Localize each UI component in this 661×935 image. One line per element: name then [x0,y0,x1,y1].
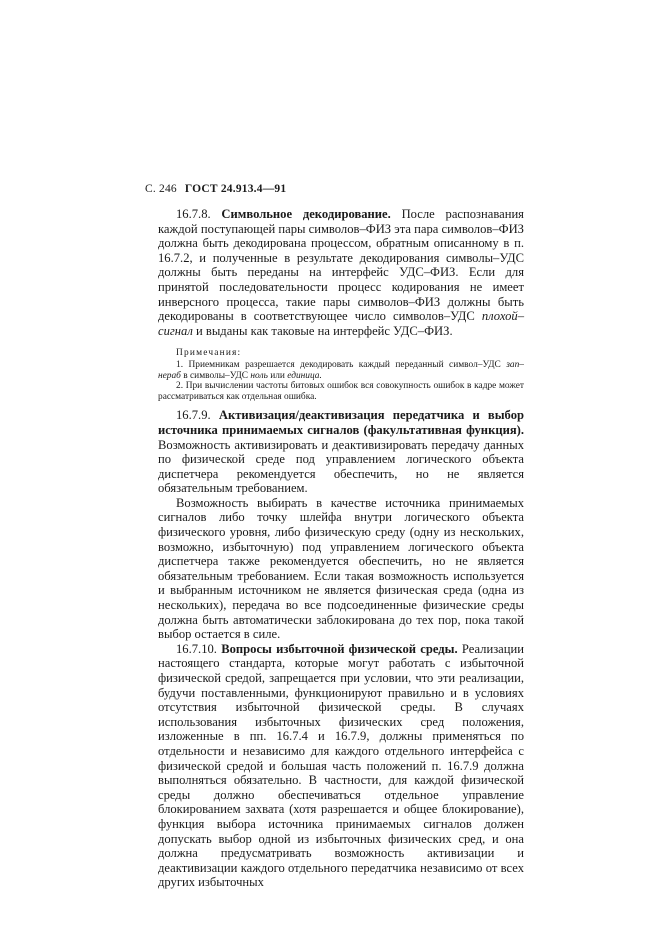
section-text: После распознавания каждой поступающей пары символов–ФИЗ эта пара символов–ФИЗ должна быть декодирована процессом, обратным описанному в п. 16.7.2, и полученные в результате декодирования символы–УДС должны быть переданы на интерфейс УДС–ФИЗ. Если для принятой последовательности процесс кодирования не имеет инверсного процесса, такие пары символов–ФИЗ должны быть декодированы в соответствующее число символов–УДС [158,207,524,324]
section-16-7-10 [158,642,524,890]
page-content [158,207,524,890]
note-text: в символы–УДС [180,370,251,381]
note-text: 1. Приемникам разрешается декодировать каждый переданный символ–УДС [176,359,507,370]
section-number: 16.7.9. [176,408,211,423]
note-1 [158,360,524,381]
section-title: Активизация/деактивизация передатчика и выбор источника принимаемых сигналов (факультативная функция). [158,408,524,437]
italic-term: единица. [287,370,322,381]
section-text-end: и выданы как таковые на интерфейс УДС–ФИЗ. [192,323,453,338]
section-title: Символьное декодирование. [221,207,391,221]
standard-code: ГОСТ 24.913.4—91 [184,183,287,195]
page-header [145,183,286,195]
italic-term: ноль [250,370,268,381]
section-title: Вопросы избыточной физической среды. [221,641,458,656]
note-2: 2. При вычислении частоты битовых ошибок вся совокупность ошибок в кадре может рассматриваться как отдельная ошибка. [158,381,524,402]
section-text: Возможность активизировать и деактивизировать передачу данных по физической среде под управлением логического объекта диспетчера рекомендуется обеспечить, но не является обязательным требованием. [158,437,524,496]
section-16-7-9-paragraph-2: Возможность выбирать в качестве источника принимаемых сигналов либо точку шлейфа внутри логического объекта физического уровня, либо физическую среду (одну из нескольких, возможно, избыточную) под управлением логического объекта диспетчера также рекомендуется обеспечить, но не является обязательным требованием. Если такая возможность используется и выбранным источником не является физическая среда (одна из нескольких), передача во все подсоединенные физические среды должна быть автоматически заблокирована до тех пор, пока такой выбор остается в силе. [158,495,524,642]
notes-block [158,348,524,402]
italic-term: зап–нераб [158,359,524,381]
note-text: или [267,370,288,381]
italic-term: плохой–сигнал [158,309,524,338]
section-16-7-8 [158,207,524,338]
section-number: 16.7.8. [176,207,211,221]
notes-title: Примечания: [176,348,242,359]
page-number: С. 246 [145,183,177,195]
section-16-7-9 [158,408,524,496]
section-number: 16.7.10. [176,641,217,656]
section-text: Реализации настоящего стандарта, которые могут работать с избыточной физической средой, запрещается при условии, что эти реализации, будучи поставленными, функционируют правильно и в условиях отсутствия избыточной физической среды. В случаях использования избыточных физических сред положения, изложенные в пп. 16.7.4 и 16.7.9, должны применяться по отдельности и независимо для каждого отдельного интерфейса с физической средой и большая часть положений п. 16.7.9 должна выполняться обязательно. В частности, для каждой физической среды должно обеспечиваться отдельное управление блокированием захвата (хотя разрешается и общее блокирование), функция выбора источника принимаемых сигналов должен допускать выбор одной из избыточных физических сред, и она должна предусматривать возможность активизации и деактивизации каждого отдельного передатчика независимо от всех других избыточных [158,641,524,890]
